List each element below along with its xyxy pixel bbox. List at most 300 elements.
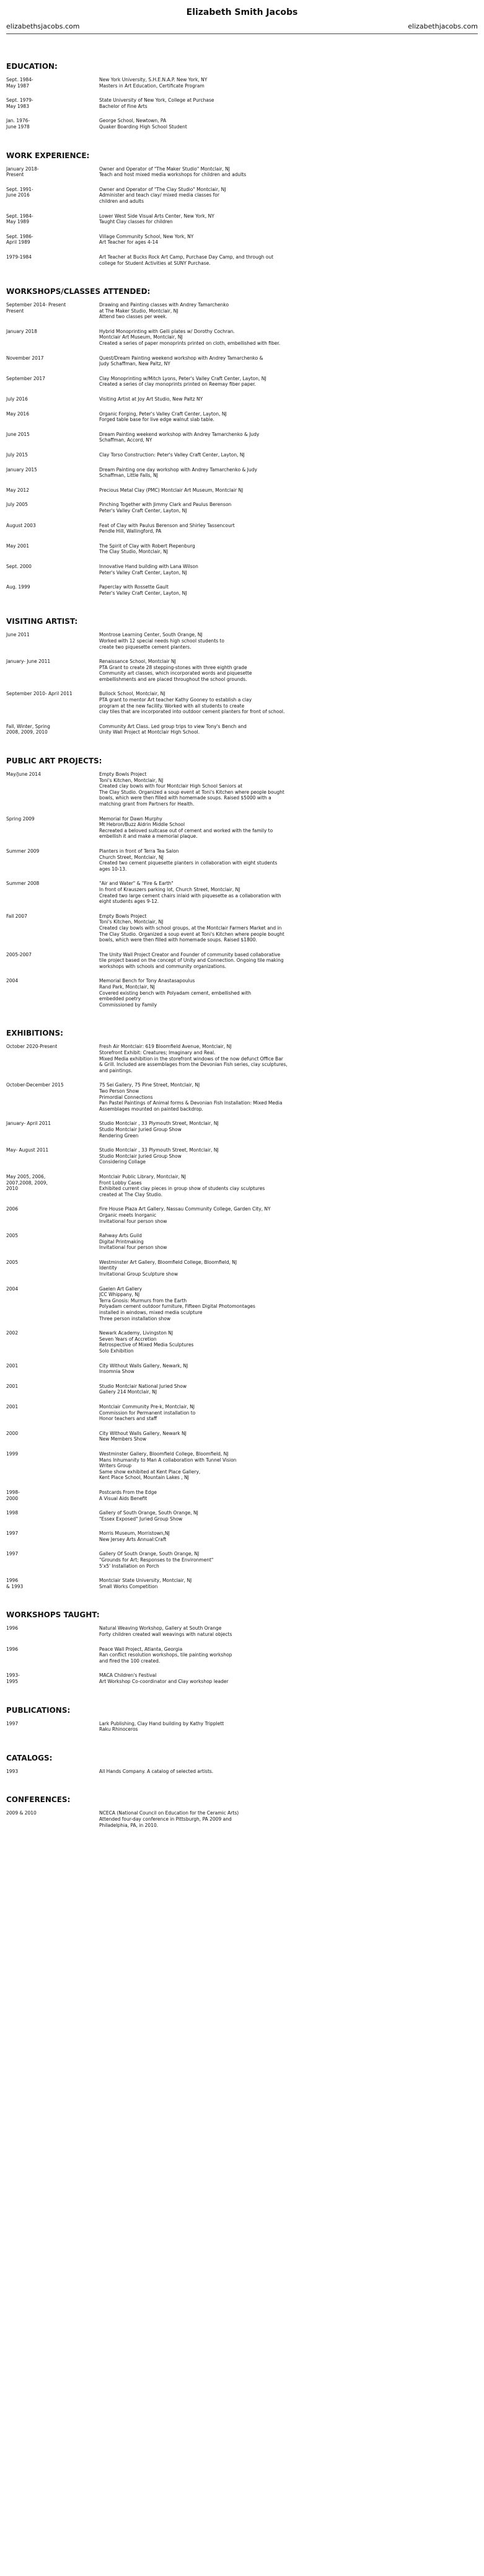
entry-line: Owner and Operator of "The Clay Studio" Montclair, NJ bbox=[99, 186, 226, 192]
entry-line: State University of New York, College at Purchase bbox=[99, 97, 214, 104]
entry-date: 1996 bbox=[6, 1625, 19, 1632]
section bbox=[6, 275, 478, 596]
entry-description bbox=[99, 1451, 478, 1481]
email-right[interactable]: elizabethjacobs.com bbox=[408, 22, 478, 30]
entry-description bbox=[99, 659, 478, 682]
entry-line: MACA Children's Festival bbox=[99, 1672, 157, 1679]
entry-date: Sept. 1986- April 1989 bbox=[6, 233, 33, 246]
entry-row bbox=[6, 396, 478, 402]
entry-description bbox=[99, 816, 478, 840]
entry-line: Pinching Together with Jimmy Clark and Paulus Berenson bbox=[99, 502, 232, 508]
entry-date: Spring 2009 bbox=[6, 815, 35, 822]
entry-line: Hybrid Monoprinting with Gelli plates w/ Dorothy Cochran. bbox=[99, 328, 235, 334]
entry-row bbox=[6, 724, 478, 735]
entry-description bbox=[99, 564, 478, 575]
entry-line: Mt Hebron/Buzz Aldrin Middle School bbox=[99, 822, 185, 828]
entry-description bbox=[99, 187, 478, 205]
entry-description bbox=[99, 1578, 478, 1589]
entry-row bbox=[6, 1810, 478, 1828]
entry-description bbox=[99, 355, 478, 367]
resume-content bbox=[6, 50, 478, 1837]
entry-date: July 2005 bbox=[6, 502, 28, 508]
entry-line: Organic Forging, Peter's Valley Craft Center, Layton, NJ bbox=[99, 411, 227, 417]
entry-row bbox=[6, 432, 478, 443]
entry-line: Storefront Exhibit: Creatures; Imaginary and Real. bbox=[99, 1050, 216, 1056]
entry-line: Attended four-day conference in Pittsburgh, PA 2009 and bbox=[99, 1816, 232, 1822]
entry-row bbox=[6, 302, 478, 320]
entry-row bbox=[6, 564, 478, 575]
entry-description bbox=[99, 118, 478, 130]
entry-row bbox=[6, 329, 478, 347]
entry-line: children and adults bbox=[99, 198, 144, 204]
entry-line: Dream Painting one day workshop with Andrey Tamarchenko & Judy bbox=[99, 466, 257, 473]
entry-row bbox=[6, 411, 478, 423]
entry-line: Empty Bowls Project bbox=[99, 913, 147, 919]
entry-description bbox=[99, 1330, 478, 1354]
entry-description bbox=[99, 881, 478, 904]
entry-description bbox=[99, 1233, 478, 1251]
section-title: EXHIBITIONS: bbox=[6, 1029, 63, 1038]
entry-line: installed in windows, mixed media sculpture bbox=[99, 1310, 203, 1316]
entry-date: September 2010- April 2011 bbox=[6, 691, 73, 697]
entry-line: Covered existing bench with Polyadam cement, embellished with bbox=[99, 990, 252, 996]
section-title: PUBLIC ART PROJECTS: bbox=[6, 757, 102, 766]
entry-date: May 2001 bbox=[6, 543, 29, 549]
entry-row bbox=[6, 881, 478, 904]
entry-line: Taught Clay classes for children bbox=[99, 219, 173, 225]
entry-date: May- August 2011 bbox=[6, 1147, 49, 1153]
entry-date: May 2005, 2006, 2007,2008, 2009, 2010 bbox=[6, 1173, 48, 1192]
entry-line: Front Lobby Cases bbox=[99, 1179, 142, 1186]
entry-date: 2001 bbox=[6, 1403, 19, 1410]
section-title: WORKSHOPS/CLASSES ATTENDED: bbox=[6, 287, 151, 296]
entry-date: 1998- 2000 bbox=[6, 1489, 20, 1501]
entry-line: Community art classes, which incorporated words and piquesette bbox=[99, 670, 252, 677]
entry-line: Clay Torso Construction: Peter's Valley Craft Center, Layton, NJ bbox=[99, 452, 245, 458]
entry-row bbox=[6, 913, 478, 943]
entry-row bbox=[6, 1510, 478, 1522]
entry-line: Judy Schaffman, New Paltz, NY bbox=[99, 361, 170, 367]
entry-row bbox=[6, 1672, 478, 1684]
entry-row bbox=[6, 978, 478, 1008]
entry-date: 2005 bbox=[6, 1233, 19, 1239]
entry-line: Montclair Public Library, Montclair, NJ bbox=[99, 1173, 186, 1179]
entry-line: PTA Grant to create 28 stepping-stones with three eighth grade bbox=[99, 664, 247, 670]
entry-description bbox=[99, 1646, 478, 1664]
entry-description bbox=[99, 1206, 478, 1224]
entry-description bbox=[99, 1286, 478, 1322]
entry-line: Quest/Dream Painting weekend workshop with Andrey Tamarchenko & bbox=[99, 355, 263, 361]
entry-date: 1997 bbox=[6, 1720, 19, 1726]
entry-line: eight students ages 9-12. bbox=[99, 899, 159, 905]
entry-line: "Grounds for Art; Responses to the Environment" bbox=[99, 1557, 214, 1563]
entry-line: Empty Bowls Project bbox=[99, 771, 147, 778]
entry-line: Schaffman, Little Falls, NJ bbox=[99, 473, 158, 479]
entry-line: Organic meets Inorganic bbox=[99, 1212, 157, 1218]
entry-row bbox=[6, 1121, 478, 1139]
entry-date: Fall 2007 bbox=[6, 913, 27, 919]
entry-line: The Clay Studio, Montclair, NJ bbox=[99, 549, 169, 555]
section bbox=[6, 1598, 478, 1684]
entry-line: Studio Montclair , 33 Plymouth Street, Montclair, NJ bbox=[99, 1121, 219, 1127]
entry-description bbox=[99, 166, 478, 178]
entry-description bbox=[99, 254, 478, 266]
entry-line: The Unity Wall Project Creator and Founder of community based collaborative bbox=[99, 951, 281, 957]
entry-line: Innovative Hand building with Lana Wilson bbox=[99, 563, 198, 569]
entry-description bbox=[99, 1490, 478, 1501]
entry-line: Rendering Green bbox=[99, 1132, 139, 1139]
entry-line: Rand Park, Montclair, NJ bbox=[99, 984, 155, 990]
entry-row bbox=[6, 254, 478, 266]
entry-line: Studio Montclair National Juried Show bbox=[99, 1383, 187, 1389]
entry-row bbox=[6, 1431, 478, 1442]
entry-row bbox=[6, 584, 478, 596]
entry-row bbox=[6, 355, 478, 367]
entry-line: Gallery Of South Orange, South Orange, NJ bbox=[99, 1551, 200, 1557]
entry-line: Bullock School, Montclair, NJ bbox=[99, 691, 165, 697]
entry-description bbox=[99, 1363, 478, 1375]
section bbox=[6, 1016, 478, 1589]
entry-line: A Visual Aids Benefit bbox=[99, 1495, 147, 1501]
entry-description bbox=[99, 771, 478, 807]
entry-line: Owner and Operator of "The Maker Studio" Montclair, NJ bbox=[99, 166, 230, 172]
entry-line: ages 10-13. bbox=[99, 866, 127, 872]
entry-description bbox=[99, 848, 478, 872]
entry-row bbox=[6, 1578, 478, 1589]
entry-description bbox=[99, 1259, 478, 1277]
entry-line: The Clay Studio. Organized a soup event at Toni's Kitchen where people bought bbox=[99, 931, 284, 937]
entry-line: New Members Show bbox=[99, 1436, 147, 1442]
section-title: WORKSHOPS TAUGHT: bbox=[6, 1610, 100, 1620]
entry-line: Small Works Competition bbox=[99, 1583, 158, 1589]
entry-date: 1993 bbox=[6, 1768, 19, 1774]
entry-line: PTA grant to mentor Art teacher Kathy Gooney to establish a clay bbox=[99, 697, 252, 703]
entry-description bbox=[99, 1810, 478, 1828]
entry-description bbox=[99, 467, 478, 479]
entry-line: Memorial for Dawn Murphy bbox=[99, 815, 162, 822]
entry-description bbox=[99, 1044, 478, 1073]
entry-row bbox=[6, 691, 478, 714]
entry-description bbox=[99, 543, 478, 555]
entry-line: JCC Whippany, NJ bbox=[99, 1292, 140, 1298]
entry-row bbox=[6, 487, 478, 494]
entry-date: 2001 bbox=[6, 1383, 19, 1389]
entry-line: Insomnia Show bbox=[99, 1369, 134, 1375]
entry-description bbox=[99, 691, 478, 714]
entry-line: Clay Monoprinting w/Mitch Lyons, Peter's Valley Craft Center, Layton, NJ bbox=[99, 375, 266, 381]
entry-line: Montrose Learning Center, South Orange, NJ bbox=[99, 632, 203, 638]
entry-line: Primordial Connections bbox=[99, 1094, 153, 1100]
entry-row bbox=[6, 1769, 478, 1775]
entry-line: Exhibited current clay pieces in group show of students clay sculptures bbox=[99, 1186, 265, 1192]
entry-line: and paintings. bbox=[99, 1067, 133, 1073]
entry-line: Drawing and Painting classes with Andrey Tamarchenko bbox=[99, 302, 229, 308]
entry-date: January 2018- Present bbox=[6, 166, 39, 178]
entry-row bbox=[6, 523, 478, 535]
entry-date: 2004 bbox=[6, 978, 19, 984]
entry-row bbox=[6, 187, 478, 205]
entry-line: bowls, which were then filled with homemade soups. Raised $1800. bbox=[99, 937, 257, 943]
entry-row bbox=[6, 1490, 478, 1501]
entry-date: January 2015 bbox=[6, 466, 37, 473]
entry-row bbox=[6, 97, 478, 109]
entry-date: 1997 bbox=[6, 1551, 19, 1557]
entry-description bbox=[99, 1174, 478, 1197]
entry-date: October-December 2015 bbox=[6, 1082, 64, 1088]
entry-row bbox=[6, 1044, 478, 1073]
entry-line: Village Community School, New York, NY bbox=[99, 233, 194, 239]
entry-line: Westminster Gallery, Bloomfield College, Bloomfield, NJ bbox=[99, 1450, 229, 1457]
entry-line: tile project based on the concept of Unity and Connection. Ongoing tile making bbox=[99, 957, 284, 964]
entry-line: Schaffman, Accord, NY bbox=[99, 437, 152, 443]
entry-line: Toni's Kitchen, Montclair, NJ bbox=[99, 919, 164, 925]
entry-date: 1979-1984 bbox=[6, 254, 32, 260]
entry-row bbox=[6, 952, 478, 970]
entry-date: 2005-2007 bbox=[6, 951, 32, 957]
entry-line: Studio Montclair , 33 Plymouth Street, Montclair, NJ bbox=[99, 1147, 219, 1153]
entry-line: George School, Newtown, PA bbox=[99, 118, 167, 124]
entry-line: Visiting Artist at Joy Art Studio, New Paltz NY bbox=[99, 396, 203, 402]
entry-line: Gallery 214 Montclair, NJ bbox=[99, 1389, 157, 1395]
entry-line: Commissioned by Family bbox=[99, 1002, 157, 1008]
entry-line: and fired the 100 created. bbox=[99, 1658, 161, 1664]
entry-line: Church Street, Montclair, NJ bbox=[99, 854, 164, 860]
section bbox=[6, 605, 478, 735]
entry-line: embellishments and are placed throughout the school grounds. bbox=[99, 676, 247, 682]
entry-line: Pendle Hill, Wallingford, PA bbox=[99, 528, 162, 535]
section bbox=[6, 1694, 478, 1733]
entry-line: Fresh Air Montclair: 619 Bloomfield Avenue, Montclair, NJ bbox=[99, 1044, 232, 1050]
entry-description bbox=[99, 632, 478, 650]
entry-row bbox=[6, 1551, 478, 1569]
entry-description bbox=[99, 396, 478, 402]
entry-date: 1993- 1995 bbox=[6, 1672, 20, 1684]
entry-date: Sept. 1984- May 1987 bbox=[6, 77, 33, 89]
entry-date: Jan. 1976- June 1978 bbox=[6, 118, 30, 130]
entry-date: July 2015 bbox=[6, 452, 28, 458]
entry-row bbox=[6, 1721, 478, 1733]
entry-line: Invitational Group Sculpture show bbox=[99, 1271, 178, 1277]
entry-description bbox=[99, 1530, 478, 1542]
entry-line: Retrospective of Mixed Media Sculptures bbox=[99, 1342, 194, 1348]
entry-date: January- June 2011 bbox=[6, 659, 51, 665]
entry-line: at The Maker Studio, Montclair, NJ bbox=[99, 308, 178, 314]
entry-description bbox=[99, 1551, 478, 1569]
entry-line: Toni's Kitchen, Montclair, NJ bbox=[99, 777, 164, 783]
section-title: CATALOGS: bbox=[6, 1753, 53, 1762]
entry-date: January- April 2011 bbox=[6, 1121, 51, 1127]
entry-description bbox=[99, 1404, 478, 1422]
entry-line: created at The Clay Studio. bbox=[99, 1191, 163, 1197]
entry-row bbox=[6, 1330, 478, 1354]
entry-line: Same show exhibited at Kent Place Gallery, bbox=[99, 1468, 201, 1475]
entry-line: Morris Museum, Morristown,NJ bbox=[99, 1530, 170, 1537]
entry-row bbox=[6, 1147, 478, 1165]
entry-line: Unity Wall Project at Montclair High School. bbox=[99, 729, 200, 735]
entry-description bbox=[99, 1121, 478, 1139]
entry-line: Bachelor of Fine Arts bbox=[99, 103, 147, 109]
entry-date: September 2017 bbox=[6, 375, 45, 381]
entry-line: clay tiles that are incorporated into outdoor cement planters for front of school. bbox=[99, 709, 285, 715]
entry-line: New York University, S.H.E.N.A.P. New York, NY bbox=[99, 77, 208, 82]
entry-line: Worked with 12 special needs high school students to bbox=[99, 637, 224, 644]
entry-line: Gaelen Art Gallery bbox=[99, 1286, 143, 1292]
entry-date: 1997 bbox=[6, 1530, 19, 1537]
entry-date: 2001 bbox=[6, 1362, 19, 1369]
entry-row bbox=[6, 659, 478, 682]
entry-description bbox=[99, 724, 478, 735]
entry-line: Recreated a beloved suitcase out of cement and worked with the family to bbox=[99, 827, 273, 833]
entry-line: Created a series of paper monoprints printed on cloth, embellished with fiber. bbox=[99, 340, 281, 347]
entry-line: Forged table base for live edge walnut slab table. bbox=[99, 417, 214, 423]
entry-line: Ran conflict resolution workshops, tile painting workshop bbox=[99, 1652, 232, 1658]
entry-line: The Spirit of Clay with Robert Piepenburg bbox=[99, 543, 195, 549]
entry-line: Montclair State University, Montclair, NJ bbox=[99, 1578, 192, 1584]
entry-description bbox=[99, 432, 478, 443]
entry-line: Westminster Art Gallery, Bloomfield College, Bloomfield, NJ bbox=[99, 1259, 237, 1265]
entry-row bbox=[6, 502, 478, 513]
entry-date: 2009 & 2010 bbox=[6, 1810, 37, 1816]
entry-line: City Without Walls Gallery, Newark NJ bbox=[99, 1430, 187, 1436]
entry-line: Masters in Art Education, Certificate Program bbox=[99, 82, 205, 89]
entry-line: Digital Printmaking bbox=[99, 1238, 144, 1245]
entry-line: Mixed Media exhibition in the storefront windows of the now defunct Office Bar bbox=[99, 1055, 283, 1062]
entry-line: 75 Sei Gallery, 75 Pine Street, Montclair, NJ bbox=[99, 1082, 200, 1088]
entry-line: Created a series of clay monoprints printed on Reemay fiber paper. bbox=[99, 381, 257, 388]
entry-date: November 2017 bbox=[6, 355, 44, 361]
entry-line: Newark Academy, Livingston NJ bbox=[99, 1330, 174, 1336]
entry-date: 1996 bbox=[6, 1646, 19, 1652]
entry-line: Created clay bowls with four Montclair High School Seniors at bbox=[99, 783, 243, 789]
entry-line: Studio Montclair Juried Group Show bbox=[99, 1153, 182, 1159]
entry-line: Postcards From the Edge bbox=[99, 1489, 157, 1495]
entry-row bbox=[6, 1530, 478, 1542]
entry-row bbox=[6, 543, 478, 555]
entry-description bbox=[99, 523, 478, 535]
entry-line: Lark Publishing, Clay Hand building by Kathy Tripplett bbox=[99, 1720, 224, 1726]
entry-description bbox=[99, 452, 478, 458]
entry-line: Feat of Clay with Paulus Berenson and Shirley Tassencourt bbox=[99, 522, 235, 528]
entry-date: September 2014- Present Present bbox=[6, 302, 66, 314]
entry-line: Art Teacher for ages 4-14 bbox=[99, 239, 158, 246]
section-title: PUBLICATIONS: bbox=[6, 1705, 71, 1715]
entry-date: 1996 & 1993 bbox=[6, 1578, 24, 1589]
entry-line: Precious Metal Clay (PMC) Montclair Art Museum, Montclair NJ bbox=[99, 487, 244, 493]
entry-line: Forty children created wall weavings with natural objects bbox=[99, 1632, 232, 1638]
entry-description bbox=[99, 1769, 478, 1775]
section bbox=[6, 744, 478, 1008]
entry-date: June 2015 bbox=[6, 431, 30, 437]
entry-row bbox=[6, 1286, 478, 1322]
entry-line: Art Workshop Co-coordinator and Clay workshop leader bbox=[99, 1679, 229, 1684]
entry-line: Invitational four person show bbox=[99, 1218, 167, 1224]
entry-line: bowls, which were then filled with homemade soups. Raised $5000 with a bbox=[99, 795, 271, 801]
entry-row bbox=[6, 1082, 478, 1112]
entry-line: Dream Painting weekend workshop with Andrey Tamarchenko & Judy bbox=[99, 431, 260, 437]
entry-date: 1998 bbox=[6, 1510, 19, 1516]
entry-date: Sept. 1979- May 1983 bbox=[6, 97, 33, 109]
entry-line: The Clay Studio. Organized a soup event at Toni's Kitchen where people bought bbox=[99, 789, 284, 795]
entry-line: Solo Exhibition bbox=[99, 1348, 134, 1354]
entry-description bbox=[99, 1510, 478, 1522]
entry-description bbox=[99, 302, 478, 320]
entry-description bbox=[99, 1721, 478, 1733]
entry-line: embellish it and make a memorial plaque. bbox=[99, 833, 198, 840]
entry-row bbox=[6, 376, 478, 388]
entry-description bbox=[99, 1147, 478, 1165]
section bbox=[6, 1783, 478, 1828]
entry-description bbox=[99, 234, 478, 246]
entry-date: August 2003 bbox=[6, 522, 36, 528]
entry-row bbox=[6, 816, 478, 840]
entry-line: Memorial Bench for Tony Anastasapoulus bbox=[99, 978, 195, 984]
entry-row bbox=[6, 1625, 478, 1637]
entry-line: Assemblages mounted on painted backdrop. bbox=[99, 1106, 203, 1112]
entry-line: In front of Krauszers parking lot, Church Street, Montclair, NJ bbox=[99, 886, 240, 892]
entry-line: Three person installation show bbox=[99, 1315, 171, 1321]
entry-row bbox=[6, 452, 478, 458]
entry-line: Administer and teach clay/ mixed media classes for bbox=[99, 192, 219, 198]
entry-line: Polyadam cement outdoor furniture, Fifteen Digital Photomontages bbox=[99, 1304, 255, 1310]
entry-description bbox=[99, 487, 478, 494]
entry-row bbox=[6, 118, 478, 130]
resume-name: Elizabeth Smith Jacobs bbox=[186, 7, 298, 17]
entry-line: 5'x5' Installation on Porch bbox=[99, 1563, 159, 1569]
entry-line: Created two large cement chairs inlaid with piquesette as a collaboration with bbox=[99, 892, 281, 899]
entry-date: Summer 2009 bbox=[6, 848, 40, 854]
entry-date: June 2011 bbox=[6, 632, 30, 638]
entry-line: Fire House Plaza Art Gallery, Nassau Community College, Garden City, NY bbox=[99, 1206, 271, 1212]
entry-line: Planters in front of Terra Tea Salon bbox=[99, 848, 179, 854]
entry-date: 2006 bbox=[6, 1206, 19, 1212]
entry-line: NCECA (National Council on Education for the Ceramic Arts) bbox=[99, 1810, 239, 1816]
entry-line: Lower West Side Visual Arts Center, New York, NY bbox=[99, 213, 214, 219]
entry-row bbox=[6, 213, 478, 225]
entry-line: Raku Rhinoceros bbox=[99, 1726, 138, 1733]
entry-line: Gallery of South Orange, South Orange, NJ bbox=[99, 1510, 198, 1516]
entry-line: workshops with schools and community organizations. bbox=[99, 963, 227, 969]
entry-line: Considering Collage bbox=[99, 1159, 146, 1165]
entry-line: Mans Inhumanity to Man A collaboration with Tunnel Vision bbox=[99, 1457, 237, 1463]
entry-line: Rahway Arts Guild bbox=[99, 1233, 142, 1239]
entry-line: Peace Wall Project, Atlanta, Georgia bbox=[99, 1646, 183, 1652]
entry-row bbox=[6, 77, 478, 89]
entry-row bbox=[6, 1206, 478, 1224]
entry-row bbox=[6, 1174, 478, 1197]
entry-description bbox=[99, 1672, 478, 1684]
entry-date: Sept. 1991- June 2016 bbox=[6, 186, 33, 198]
entry-row bbox=[6, 632, 478, 650]
entry-row bbox=[6, 1233, 478, 1251]
entry-date: May 2016 bbox=[6, 411, 29, 417]
entry-description bbox=[99, 978, 478, 1008]
entry-description bbox=[99, 952, 478, 970]
entry-line: Peter's Valley Craft Center, Layton, NJ bbox=[99, 590, 187, 596]
entry-description bbox=[99, 77, 478, 89]
entry-date: 2004 bbox=[6, 1286, 19, 1292]
entry-line: Montclair Art Museum, Montclair, NJ bbox=[99, 334, 183, 340]
entry-line: Quaker Boarding High School Student bbox=[99, 123, 187, 130]
entry-line: college for Student Activities at SUNY Purchase. bbox=[99, 260, 211, 266]
entry-date: Summer 2008 bbox=[6, 881, 40, 887]
email-left[interactable]: elizabethsjacobs.com bbox=[6, 22, 80, 30]
entry-date: May/June 2014 bbox=[6, 771, 41, 778]
entry-row bbox=[6, 1451, 478, 1481]
entry-description bbox=[99, 502, 478, 513]
section-title: EDUCATION: bbox=[6, 62, 58, 71]
entry-description bbox=[99, 1625, 478, 1637]
entry-date: Aug. 1999 bbox=[6, 584, 30, 590]
